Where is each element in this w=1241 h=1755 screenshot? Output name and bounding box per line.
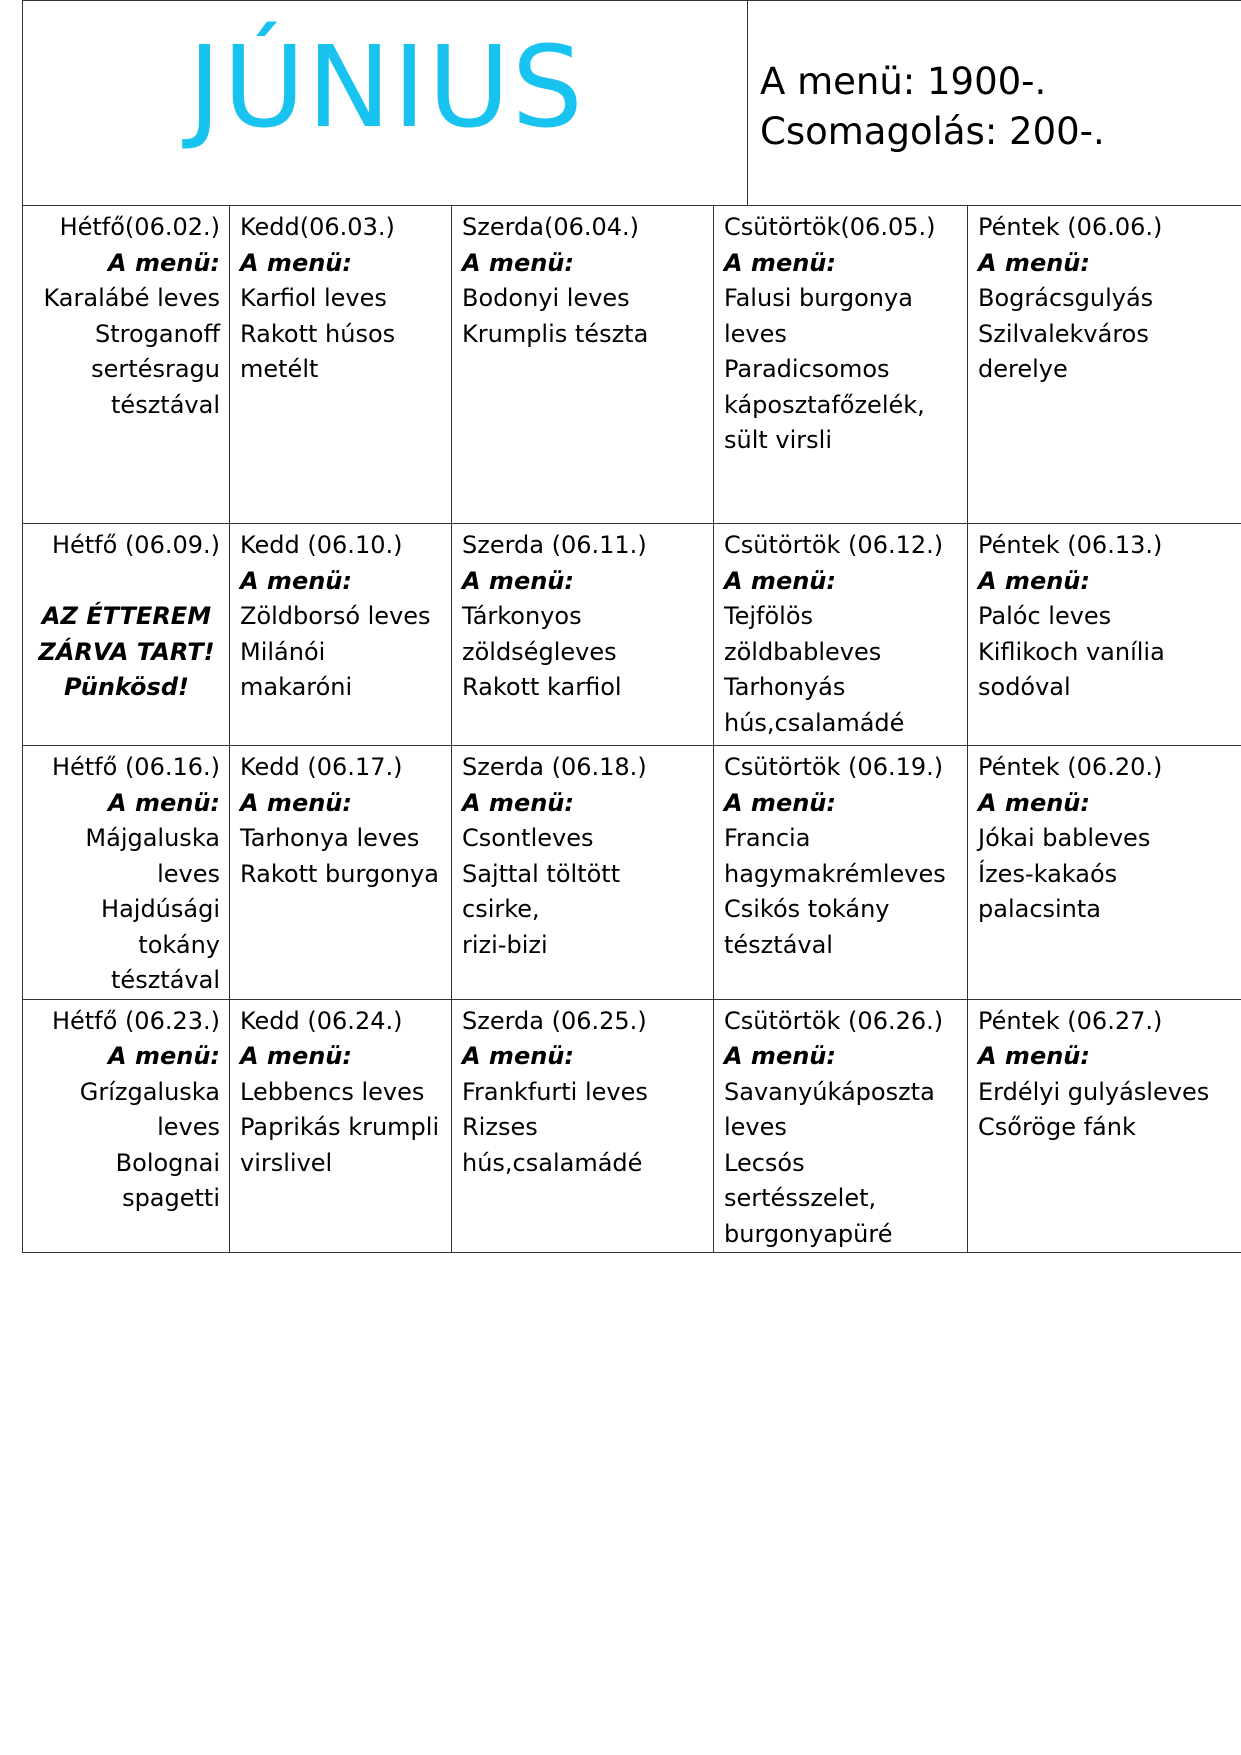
dish-line: Hajdúsági xyxy=(101,895,220,923)
day-cell xyxy=(230,746,452,1000)
closed-notice: AZ ÉTTEREM xyxy=(41,602,212,630)
day-cell xyxy=(23,999,230,1253)
dish-line: Karfiol leves xyxy=(240,284,387,312)
day-date: Szerda (06.25.) xyxy=(462,1006,647,1035)
spacer xyxy=(33,564,220,600)
dish-line: leves xyxy=(157,859,220,888)
day-date: Péntek (06.20.) xyxy=(978,753,1163,781)
dish-line: sült virsli xyxy=(724,426,832,454)
dish-line: Tarhonya leves xyxy=(240,824,420,852)
dish-line: sertésragu xyxy=(91,355,220,383)
week-row xyxy=(23,524,1241,746)
menu-label: A menü: xyxy=(978,566,1090,595)
menu-label: A menü: xyxy=(240,248,352,277)
packaging-price: Csomagolás: 200-. xyxy=(760,110,1105,153)
day-date: Hétfő (06.16.) xyxy=(51,753,220,781)
day-date: Szerda (06.11.) xyxy=(462,531,647,559)
dish-line: Csontleves xyxy=(462,824,594,852)
dish-line: hagymakrémleves xyxy=(724,859,946,888)
dish-line: sodóval xyxy=(978,673,1071,701)
dish-line: spagetti xyxy=(122,1184,220,1212)
dish-line: Erdélyi gulyásleves xyxy=(978,1077,1210,1106)
day-cell xyxy=(230,524,452,746)
day-cell xyxy=(968,524,1241,746)
dish-line: virslivel xyxy=(240,1148,333,1177)
dish-line: Kiflikoch vanília xyxy=(978,637,1165,666)
menu-label: A menü: xyxy=(108,1042,220,1070)
dish-line: Palóc leves xyxy=(978,602,1112,630)
day-date: Hétfő (06.23.) xyxy=(51,1006,220,1035)
dish-line: rizi-bizi xyxy=(462,930,548,959)
dish-line: tésztával xyxy=(111,966,220,994)
dish-line: Zöldborsó leves xyxy=(240,602,431,630)
dish-line: Lebbencs leves xyxy=(240,1077,425,1106)
day-cell xyxy=(968,999,1241,1253)
day-date: Kedd (06.10.) xyxy=(240,531,403,559)
day-cell xyxy=(23,206,230,524)
dish-line: káposztafőzelék, xyxy=(724,390,925,419)
dish-line: Tarhonyás xyxy=(724,673,846,701)
dish-line: tokány xyxy=(138,930,220,959)
day-date: Szerda(06.04.) xyxy=(462,213,640,241)
page-title: JÚNIUS xyxy=(188,23,585,153)
menu-label: A menü: xyxy=(462,1042,574,1070)
dish-line: Grízgaluska xyxy=(79,1077,220,1106)
day-date: Csütörtök (06.26.) xyxy=(724,1006,944,1035)
menu-label: A menü: xyxy=(724,248,836,277)
day-cell xyxy=(23,746,230,1000)
dish-line: burgonyapüré xyxy=(724,1219,893,1248)
menu-label: A menü: xyxy=(108,248,220,277)
dish-line: Savanyúkáposzta xyxy=(724,1077,935,1106)
dish-line: Frankfurti leves xyxy=(462,1077,648,1106)
dish-line: metélt xyxy=(240,355,319,383)
dish-line: Rizses xyxy=(462,1113,538,1141)
dish-line: Stroganoff xyxy=(94,319,220,348)
dish-line: Csőröge fánk xyxy=(978,1113,1136,1141)
dish-line: Csikós tokány xyxy=(724,895,890,923)
dish-line: leves xyxy=(157,1113,220,1141)
day-cell xyxy=(968,746,1241,1000)
day-cell xyxy=(452,746,714,1000)
dish-line: makaróni xyxy=(240,673,353,701)
day-date: Csütörtök (06.12.) xyxy=(724,531,944,559)
day-cell xyxy=(452,999,714,1253)
dish-line: zöldbableves xyxy=(724,637,882,666)
dish-line: derelye xyxy=(978,355,1068,383)
day-cell xyxy=(230,999,452,1253)
menu-label: A menü: xyxy=(724,788,836,817)
day-date: Péntek (06.27.) xyxy=(978,1006,1163,1035)
day-date: Péntek (06.06.) xyxy=(978,213,1163,241)
dish-line: Jókai bableves xyxy=(978,824,1151,852)
day-cell xyxy=(230,206,452,524)
menu-label: A menü: xyxy=(724,566,836,595)
dish-line: Milánói xyxy=(240,637,326,666)
dish-line: Rakott húsos xyxy=(240,319,396,348)
day-cell xyxy=(714,206,968,524)
dish-line: Krumplis tészta xyxy=(462,319,649,348)
day-cell xyxy=(968,206,1241,524)
day-date: Hétfő(06.02.) xyxy=(59,213,220,241)
menu-label: A menü: xyxy=(724,1042,836,1070)
week-row xyxy=(23,206,1241,524)
menu-price: A menü: 1900-. xyxy=(760,60,1047,103)
menu-label: A menü: xyxy=(462,248,574,277)
menu-label: A menü: xyxy=(240,1042,352,1070)
day-date: Hétfő (06.09.) xyxy=(51,531,220,559)
weekly-menu-table xyxy=(22,205,1241,1253)
day-date: Csütörtök(06.05.) xyxy=(724,213,936,241)
day-cell xyxy=(714,999,968,1253)
dish-line: Francia xyxy=(724,824,811,852)
closed-notice: ZÁRVA TART! xyxy=(38,637,215,666)
dish-line: Szilvalekváros xyxy=(978,319,1149,348)
day-cell xyxy=(452,206,714,524)
dish-line: Rakott karfiol xyxy=(462,673,622,701)
dish-line: Bográcsgulyás xyxy=(978,284,1154,312)
dish-line: Tejfölös xyxy=(724,602,814,630)
week-row xyxy=(23,746,1241,1000)
menu-label: A menü: xyxy=(978,788,1090,817)
dish-line: leves xyxy=(724,1113,787,1141)
day-date: Kedd (06.24.) xyxy=(240,1006,403,1035)
dish-line: Tárkonyos xyxy=(462,602,582,630)
closed-notice: Pünkösd! xyxy=(64,673,189,701)
day-date: Kedd (06.17.) xyxy=(240,753,403,781)
menu-label: A menü: xyxy=(978,1042,1090,1070)
day-date: Csütörtök (06.19.) xyxy=(724,753,944,781)
dish-line: Sajttal töltött csirke, xyxy=(462,859,621,923)
dish-line: Lecsós sertésszelet, xyxy=(724,1148,877,1212)
dish-line: Bodonyi leves xyxy=(462,284,630,312)
week-row xyxy=(23,999,1241,1253)
dish-line: Rakott burgonya xyxy=(240,859,439,888)
menu-label: A menü: xyxy=(462,566,574,595)
day-date: Kedd(06.03.) xyxy=(240,213,395,241)
menu-label: A menü: xyxy=(978,248,1090,277)
day-date: Péntek (06.13.) xyxy=(978,531,1163,559)
dish-line: tésztával xyxy=(111,390,220,419)
dish-line: zöldségleves xyxy=(462,637,617,666)
day-cell xyxy=(452,524,714,746)
dish-line: Falusi burgonya xyxy=(724,284,913,312)
dish-line: tésztával xyxy=(724,930,833,959)
menu-label: A menü: xyxy=(108,788,220,817)
menu-label: A menü: xyxy=(240,566,352,595)
title-cell xyxy=(22,0,747,205)
dish-line: Ízes-kakaós xyxy=(978,859,1118,888)
day-date: Szerda (06.18.) xyxy=(462,753,647,781)
dish-line: Paradicsomos xyxy=(724,355,890,383)
menu-label: A menü: xyxy=(240,788,352,817)
day-cell xyxy=(23,524,230,746)
dish-line: Karalábé leves xyxy=(43,284,220,312)
dish-line: palacsinta xyxy=(978,895,1102,923)
dish-line: Bolognai xyxy=(115,1148,220,1177)
dish-line: Paprikás krumpli xyxy=(240,1113,440,1141)
dish-line: Májgaluska xyxy=(85,824,220,852)
price-cell xyxy=(747,0,1241,205)
day-cell xyxy=(714,524,968,746)
dish-line: leves xyxy=(724,319,787,348)
menu-label: A menü: xyxy=(462,788,574,817)
dish-line: hús,csalamádé xyxy=(724,708,905,737)
day-cell xyxy=(714,746,968,1000)
dish-line: hús,csalamádé xyxy=(462,1148,643,1177)
